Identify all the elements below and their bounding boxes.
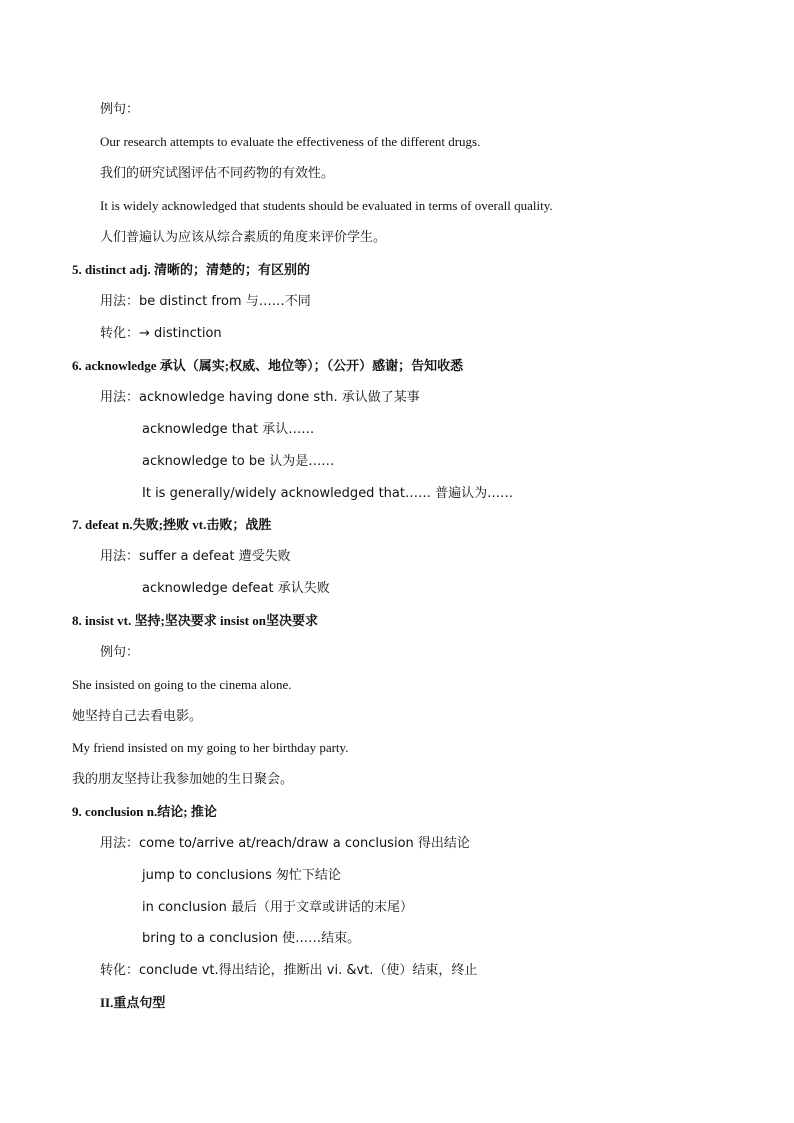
- example-sentence-zh: 我们的研究试图评估不同药物的有效性。: [100, 166, 335, 181]
- vocab-heading-distinct: 5. distinct adj. 清晰的；清楚的；有区别的: [72, 262, 310, 277]
- usage-line: 用法：suffer a defeat 遭受失败: [100, 549, 291, 564]
- example-sentence-zh: 人们普遍认为应该从综合素质的角度来评价学生。: [100, 230, 387, 245]
- example-sentence-en: It is widely acknowledged that students should be evaluated in terms of overall quality.: [100, 198, 553, 213]
- conversion-line: 转化：→ distinction: [100, 326, 222, 341]
- example-label: 例句：: [100, 102, 140, 117]
- vocab-heading-defeat: 7. defeat n.失败;挫败 vt.击败；战胜: [72, 517, 272, 532]
- example-sentence-zh: 她坚持自己去看电影。: [72, 709, 203, 724]
- example-sentence-en: She insisted on going to the cinema alone.: [72, 677, 292, 692]
- usage-line: 用法：be distinct from 与……不同: [100, 294, 311, 309]
- example-sentence-zh: 我的朋友坚持让我参加她的生日聚会。: [72, 772, 294, 787]
- usage-line: It is generally/widely acknowledged that…… 普遍认为……: [142, 486, 514, 501]
- usage-line: bring to a conclusion 使……结束。: [142, 931, 361, 946]
- example-sentence-en: Our research attempts to evaluate the effectiveness of the different drugs.: [100, 134, 481, 149]
- usage-line: 用法：come to/arrive at/reach/draw a conclusion 得出结论: [100, 836, 470, 851]
- usage-line: acknowledge that 承认……: [142, 422, 315, 437]
- usage-line: in conclusion 最后（用于文章或讲话的末尾）: [142, 900, 414, 915]
- example-sentence-en: My friend insisted on my going to her birthday party.: [72, 740, 349, 755]
- vocab-heading-insist: 8. insist vt. 坚持;坚决要求 insist on坚决要求: [72, 613, 318, 628]
- usage-line: 用法：acknowledge having done sth. 承认做了某事: [100, 390, 420, 405]
- conversion-line: 转化：conclude vt.得出结论，推断出 vi. &vt.（使）结束，终止: [100, 963, 478, 978]
- usage-line: acknowledge to be 认为是……: [142, 454, 335, 469]
- example-label: 例句：: [100, 645, 140, 660]
- vocab-heading-conclusion: 9. conclusion n.结论; 推论: [72, 804, 217, 819]
- section-heading-key-sentences: II.重点句型: [100, 995, 166, 1010]
- usage-line: acknowledge defeat 承认失败: [142, 581, 330, 596]
- usage-line: jump to conclusions 匆忙下结论: [142, 868, 341, 883]
- vocab-heading-acknowledge: 6. acknowledge 承认（属实;权威、地位等）；（公开）感谢；告知收悉: [72, 358, 464, 373]
